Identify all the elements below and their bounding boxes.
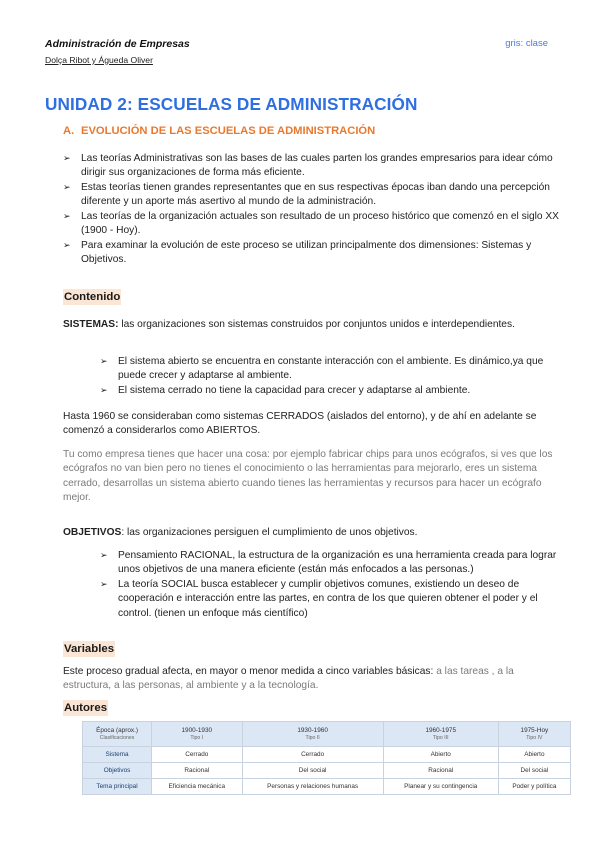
class-notes-paragraph: Tu como empresa tienes que hacer una cosa: por ejemplo fabricar chips para unos ecógrafos, si ves que los ecógrafos no van bien pero no tienes el conocimiento o las herramientas para mejorarlo, eres un sistema cerrado, desarrollas un sistema abierto cuando tienes las herramientas y recursos para hacer un ecógrafo mejor. xyxy=(63,449,553,504)
section-a-title: EVOLUCIÓN DE LAS ESCUELAS DE ADMINISTRACIÓN xyxy=(81,125,376,137)
header-legend-note: gris: clase xyxy=(505,38,548,49)
variables-heading-wrap xyxy=(63,641,560,657)
table-cell: Eficiencia mecánica xyxy=(152,779,242,795)
table-header-cell: 1975-Hoy Tipo IV xyxy=(498,722,570,747)
table-cell: Poder y política xyxy=(498,779,570,795)
table-header-cell: 1930-1960 Tipo II xyxy=(242,722,383,747)
table-cell: Del social xyxy=(242,763,383,779)
contenido-heading-wrap xyxy=(63,289,560,305)
autores-table xyxy=(82,721,571,795)
page-header xyxy=(45,37,548,66)
row-label: Sistema xyxy=(83,747,152,763)
objetivos-bullet-list xyxy=(100,549,562,621)
table-row xyxy=(83,747,571,763)
list-item: ➢ El sistema cerrado no tiene la capacidad para crecer y adaptarse al ambiente. xyxy=(100,384,471,396)
intro-bullet-list xyxy=(63,152,560,268)
autores-heading: Autores xyxy=(63,700,108,716)
arrow-bullet-icon: ➢ xyxy=(63,239,71,250)
table-cell: Racional xyxy=(383,763,498,779)
table-cell: Del social xyxy=(498,763,570,779)
arrow-bullet-icon: ➢ xyxy=(100,550,108,560)
section-a-letter: A. xyxy=(63,125,75,137)
arrow-bullet-icon: ➢ xyxy=(63,181,71,192)
arrow-bullet-icon: ➢ xyxy=(100,356,108,366)
list-item: ➢ La teoría SOCIAL busca establecer y cumplir objetivos comunes, existiendo un deseo de cooperación e interacción entre las partes, en contra de los que quieren obtener el poder y el control. (tienen un enfoque más científico) xyxy=(100,578,538,619)
list-item: ➢ El sistema abierto se encuentra en constante interacción con el ambiente. Es dinámico,ya que puede crecer y adaptarse al ambiente. xyxy=(100,356,544,382)
arrow-bullet-icon: ➢ xyxy=(100,578,108,589)
table-header-cell: 1900-1930 Tipo I xyxy=(152,722,242,747)
objetivos-label: OBJETIVOS xyxy=(63,527,122,538)
arrow-bullet-icon: ➢ xyxy=(63,210,71,221)
table-cell: Personas y relaciones humanas xyxy=(242,779,383,795)
hasta-1960-paragraph: Hasta 1960 se consideraban como sistemas CERRADOS (aislados del entorno), y de ahí en adelante se comenzó a considerarlos como ABIERTOS. xyxy=(63,411,537,437)
table-cell: Cerrado xyxy=(242,747,383,763)
unit-title: UNIDAD 2: ESCUELAS DE ADMINISTRACIÓN xyxy=(45,94,418,114)
row-label: Objetivos xyxy=(83,763,152,779)
contenido-heading: Contenido xyxy=(63,289,121,305)
list-item: ➢ Pensamiento RACIONAL, la estructura de la organización es una herramienta creada para lograr unos objetivos de una manera eficiente (están más enfocados a las personas.) xyxy=(100,550,557,576)
header-authors: Dolça Ribot y Águeda Oliver xyxy=(45,54,153,65)
sistemas-label: SISTEMAS: xyxy=(63,319,119,330)
table-cell: Racional xyxy=(152,763,242,779)
table-cell: Planear y su contingencia xyxy=(383,779,498,795)
arrow-bullet-icon: ➢ xyxy=(100,384,108,395)
table-row xyxy=(83,763,571,779)
table-cell: Cerrado xyxy=(152,747,242,763)
variables-heading: Variables xyxy=(63,641,115,657)
objetivos-paragraph: OBJETIVOS: las organizaciones persiguen el cumplimiento de unos objetivos. xyxy=(63,527,418,538)
header-course-title: Administración de Empresas xyxy=(45,38,190,50)
table-header-cell: Época (aprox.) Clasificaciones xyxy=(83,722,152,747)
table-cell: Abierto xyxy=(383,747,498,763)
list-item: ➢ Estas teorías tienen grandes representantes que en sus respectivas épocas iban dando una percepción diferente y un aporte más asertivo al mundo de la administración. xyxy=(63,181,550,208)
list-item: ➢ Para examinar la evolución de este proceso se utilizan principalmente dos dimensiones: Sistemas y Objetivos. xyxy=(63,239,532,266)
autores-heading-wrap xyxy=(63,700,560,716)
row-label: Tema principal xyxy=(83,779,152,795)
table-header-cell: 1960-1975 Tipo III xyxy=(383,722,498,747)
table-header-row xyxy=(83,722,571,747)
sistemas-paragraph: SISTEMAS: las organizaciones son sistemas construidos por conjuntos unidos e interdependientes. xyxy=(63,319,515,330)
section-a-heading xyxy=(63,124,375,140)
sistemas-bullet-list xyxy=(100,355,562,398)
list-item: ➢ Las teorías Administrativas son las bases de las cuales parten los grandes empresarios para idear cómo dirigir sus organizaciones de forma más eficiente. xyxy=(63,153,553,179)
arrow-bullet-icon: ➢ xyxy=(63,153,71,163)
table-row xyxy=(83,779,571,795)
table-cell: Abierto xyxy=(498,747,570,763)
variables-paragraph: Este proceso gradual afecta, en mayor o menor medida a cinco variables básicas: a las tareas , a la estructura, a las personas, al ambiente y a la tecnología. xyxy=(63,666,514,692)
list-item: ➢ Las teorías de la organización actuales son resultado de un proceso histórico que comenzó en el siglo XX (1900 - Hoy). xyxy=(63,210,559,237)
